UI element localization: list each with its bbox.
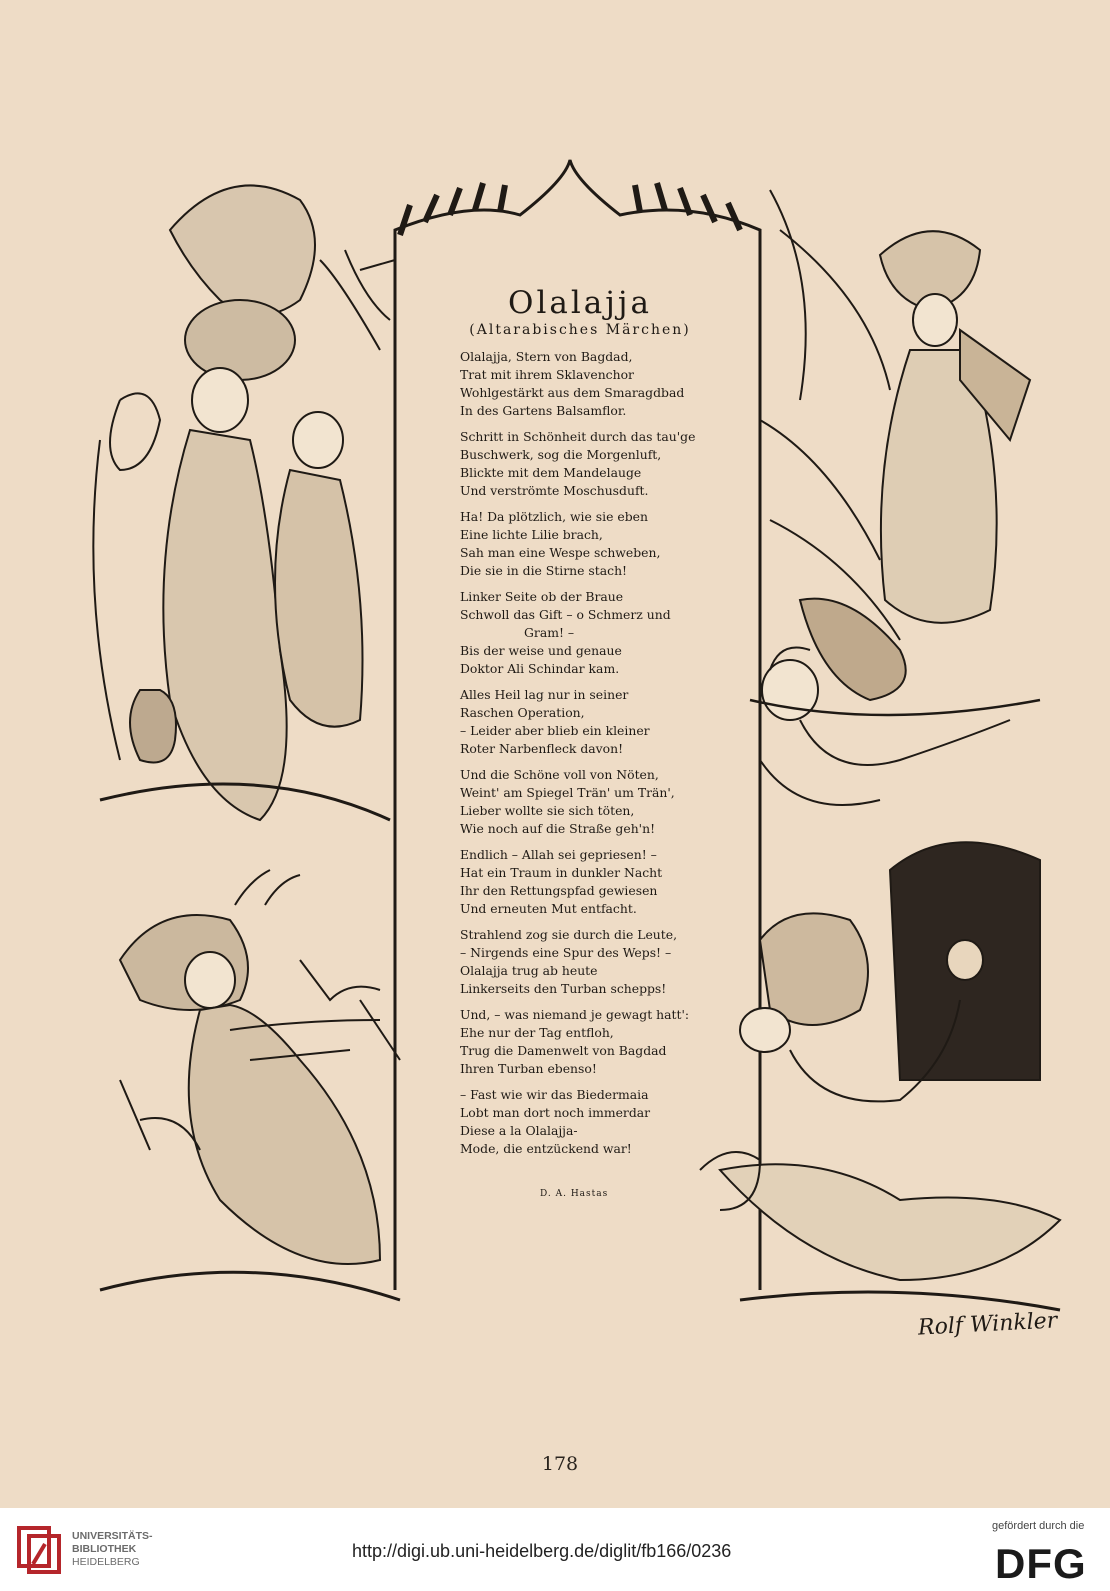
poem-line: Schritt in Schönheit durch das tau'ge xyxy=(460,429,696,444)
poem-line: Ihr den Rettungspfad gewiesen xyxy=(460,883,658,898)
arch-stripes xyxy=(400,183,740,235)
poem-line: Roter Narbenfleck davon! xyxy=(460,741,624,756)
institution-line: BIBLIOTHEK xyxy=(72,1543,137,1555)
institution-line: HEIDELBERG xyxy=(72,1556,140,1568)
institution-line: UNIVERSITÄTS- xyxy=(72,1530,153,1542)
poem-line: Linkerseits den Turban schepps! xyxy=(460,981,667,996)
viewer-footer xyxy=(0,1508,1110,1591)
left-bottom-scene xyxy=(100,870,400,1300)
poem-line: Gram! – xyxy=(524,625,575,640)
poem-line: Diese a la Olalajja- xyxy=(460,1123,578,1138)
poem-line: Raschen Operation, xyxy=(460,705,585,720)
poem-subtitle: (Altarabisches Märchen) xyxy=(469,322,691,338)
poem-line: Trug die Damenwelt von Bagdad xyxy=(460,1043,667,1058)
stanza xyxy=(460,1006,750,1078)
poem-line: Schwoll das Gift – o Schmerz und xyxy=(460,607,671,622)
poem-line: Und verströmte Moschusduft. xyxy=(460,483,649,498)
poem-line: Eine lichte Lilie brach, xyxy=(460,527,603,542)
page-url-link[interactable]: http://digi.ub.uni-heidelberg.de/diglit/fb166/0236 xyxy=(352,1541,732,1561)
poem-line: Doktor Ali Schindar kam. xyxy=(460,661,620,676)
stanza xyxy=(460,686,750,758)
poem-line: Olalajja, Stern von Bagdad, xyxy=(460,349,633,364)
stanza xyxy=(460,348,750,420)
poem-line: Strahlend zog sie durch die Leute, xyxy=(460,927,678,942)
poem-line: Und die Schöne voll von Nöten, xyxy=(460,767,659,782)
poem-line: Lieber wollte sie sich töten, xyxy=(460,803,635,818)
stanza xyxy=(460,588,750,678)
right-bottom-scene xyxy=(700,842,1060,1310)
poem-line: Mode, die entzückend war! xyxy=(460,1141,632,1156)
left-top-scene xyxy=(93,185,395,820)
poem-line: Weint' am Spiegel Trän' um Trän', xyxy=(460,785,675,800)
poem-line: Hat ein Traum in dunkler Nacht xyxy=(460,865,663,880)
poem-line: Olalajja trug ab heute xyxy=(460,963,598,978)
institution-name[interactable] xyxy=(72,1530,153,1569)
page-number: 178 xyxy=(541,1453,579,1475)
dfg-logo[interactable]: DFG xyxy=(995,1540,1087,1587)
stanza xyxy=(460,508,750,580)
poem-line: Alles Heil lag nur in seiner xyxy=(460,687,629,702)
poem-line: Endlich – Allah sei gepriesen! – xyxy=(460,847,657,862)
poem-line: Wie noch auf die Straße geh'n! xyxy=(460,821,656,836)
stanza xyxy=(460,926,750,998)
poem-title: Olalajja xyxy=(508,285,652,321)
stanza xyxy=(460,428,750,500)
stanza xyxy=(460,766,750,838)
poem-line: Und, – was niemand je gewagt hatt': xyxy=(460,1007,690,1022)
poem-line: Linker Seite ob der Braue xyxy=(460,589,624,604)
right-top-scene xyxy=(760,190,1030,700)
poem-line: – Leider aber blieb ein kleiner xyxy=(460,723,650,738)
poem-line: Die sie in die Stirne stach! xyxy=(460,563,628,578)
poem-line: Sah man eine Wespe schweben, xyxy=(460,545,661,560)
poem-line: Trat mit ihrem Sklavenchor xyxy=(460,367,634,382)
poem-line: In des Gartens Balsamflor. xyxy=(460,403,627,418)
poem-line: Und erneuten Mut entfacht. xyxy=(460,901,637,916)
poem-line: Blickte mit dem Mandelauge xyxy=(460,465,642,480)
poem-line: – Fast wie wir das Biedermaia xyxy=(460,1087,649,1102)
stanza xyxy=(460,846,750,918)
poem-line: Ehe nur der Tag entfloh, xyxy=(460,1025,614,1040)
poem-author: D. A. Hastas xyxy=(540,1189,609,1199)
funded-by-label: gefördert durch die xyxy=(992,1520,1085,1532)
university-logo-icon[interactable] xyxy=(15,1524,65,1576)
poem-body xyxy=(460,348,750,1166)
poem-line: Ha! Da plötzlich, wie sie eben xyxy=(460,509,648,524)
stanza xyxy=(460,1086,750,1158)
poem-line: Wohlgestärkt aus dem Smaragdbad xyxy=(460,385,685,400)
poem-line: Buschwerk, sog die Morgenluft, xyxy=(460,447,662,462)
illustrator-signature: Rolf Winkler xyxy=(917,1308,1058,1341)
poem-line: – Nirgends eine Spur des Weps! – xyxy=(460,945,672,960)
poem-line: Ihren Turban ebenso! xyxy=(460,1061,597,1076)
poem-line: Lobt man dort noch immerdar xyxy=(460,1105,651,1120)
poem-line: Bis der weise und genaue xyxy=(460,643,622,658)
